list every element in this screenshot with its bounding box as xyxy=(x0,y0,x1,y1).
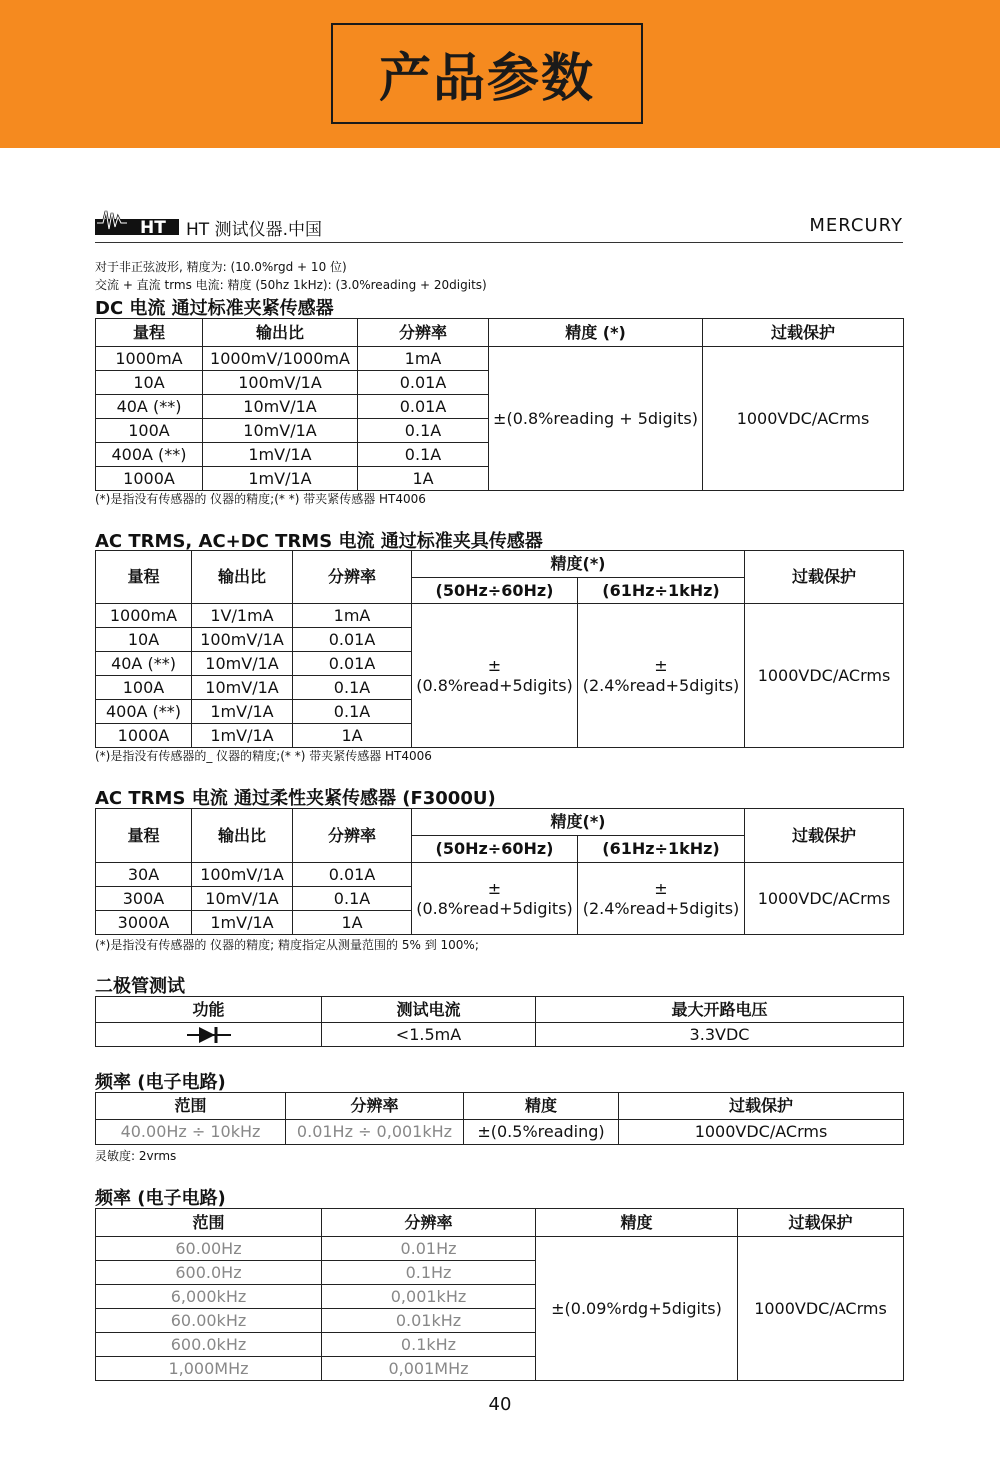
range-cell: 600.0kHz xyxy=(96,1333,322,1357)
table-header: 分辨率 xyxy=(293,551,412,604)
ratio-cell: 1000mV/1000mA xyxy=(203,347,358,371)
diode-table xyxy=(95,996,904,1047)
ratio-cell: 1mV/1A xyxy=(203,443,358,467)
table-header: 精度(*) xyxy=(412,551,745,578)
table-header: 功能 xyxy=(96,997,322,1023)
resolution-cell: 1A xyxy=(293,911,412,935)
table-header: 输出比 xyxy=(192,809,293,863)
resolution-cell: 0.01A xyxy=(358,371,489,395)
range-cell: 30A xyxy=(96,863,192,887)
range-cell: 6,000kHz xyxy=(96,1285,322,1309)
company-name: HT 测试仪器.中国 xyxy=(186,220,322,240)
table-note: (*)是指没有传感器的_ 仪器的精度;(* *) 带夹紧传感器 HT4006 xyxy=(95,749,432,763)
ratio-cell: 100mV/1A xyxy=(192,863,293,887)
frequency-table-1 xyxy=(95,1092,904,1145)
document-header xyxy=(95,205,903,243)
ratio-cell: 1mV/1A xyxy=(192,911,293,935)
top-banner xyxy=(0,0,1000,148)
range-cell: 60.00kHz xyxy=(96,1309,322,1333)
range-cell: 1000A xyxy=(96,467,203,491)
table-header: 最大开路电压 xyxy=(536,997,904,1023)
resolution-cell: 0.1A xyxy=(293,676,412,700)
diode-icon xyxy=(187,1026,231,1044)
table-header: 精度(*) xyxy=(412,809,745,836)
page-number: 40 xyxy=(488,1394,512,1415)
resolution-cell: 0.01A xyxy=(293,628,412,652)
section-title-dc: DC 电流 通过标准夹紧传感器 xyxy=(95,298,334,319)
range-cell: 600.0Hz xyxy=(96,1261,322,1285)
range-cell: 1,000MHz xyxy=(96,1357,322,1381)
resolution-cell: 0.01A xyxy=(358,395,489,419)
logo-text: HT xyxy=(140,218,166,235)
protection-cell: 1000VDC/ACrms xyxy=(745,863,904,935)
section-title-freq1: 频率 (电子电路) xyxy=(95,1072,226,1093)
ratio-cell: 1mV/1A xyxy=(192,700,293,724)
range-cell: 40.00Hz ÷ 10kHz xyxy=(96,1120,286,1145)
note-line: 交流 + 直流 trms 电流: 精度 (50hz 1kHz): (3.0%reading + 20digits) xyxy=(95,278,487,292)
resolution-cell: 0,001kHz xyxy=(322,1285,536,1309)
table-row xyxy=(96,1023,904,1047)
frequency-table-2 xyxy=(95,1208,904,1381)
section-title-ac2: AC TRMS 电流 通过柔性夹紧传感器 (F3000U) xyxy=(95,788,496,809)
ratio-cell: 10mV/1A xyxy=(203,395,358,419)
resolution-cell: 0.1A xyxy=(358,419,489,443)
table-header: 测试电流 xyxy=(322,997,536,1023)
ac-flex-table xyxy=(95,808,904,935)
ratio-cell: 1V/1mA xyxy=(192,604,293,628)
ratio-cell: 100mV/1A xyxy=(203,371,358,395)
ratio-cell: 10mV/1A xyxy=(192,676,293,700)
dc-current-table xyxy=(95,318,904,491)
title-box xyxy=(331,23,643,124)
range-cell: 10A xyxy=(96,628,192,652)
resolution-cell: 0.1kHz xyxy=(322,1333,536,1357)
table-header: 分辨率 xyxy=(286,1093,464,1120)
voltage-cell: 3.3VDC xyxy=(536,1023,904,1047)
section-title-freq2: 频率 (电子电路) xyxy=(95,1188,226,1209)
resolution-cell: 0.01A xyxy=(293,652,412,676)
ratio-cell: 100mV/1A xyxy=(192,628,293,652)
resolution-cell: 0,001MHz xyxy=(322,1357,536,1381)
resolution-cell: 0.01kHz xyxy=(322,1309,536,1333)
resolution-cell: 0.1A xyxy=(293,887,412,911)
resolution-cell: 1A xyxy=(358,467,489,491)
table-header: 分辨率 xyxy=(322,1209,536,1237)
accuracy-cell: ±(0.8%read+5digits) xyxy=(412,604,578,748)
accuracy-cell: ±(0.5%reading) xyxy=(464,1120,619,1145)
resolution-cell: 0.01Hz xyxy=(322,1237,536,1261)
table-header: 输出比 xyxy=(192,551,293,604)
accuracy-cell: ±(2.4%read+5digits) xyxy=(578,604,745,748)
range-cell: 100A xyxy=(96,676,192,700)
table-header: 精度 (*) xyxy=(489,319,703,347)
range-cell: 1000mA xyxy=(96,347,203,371)
range-cell: 400A (**) xyxy=(96,443,203,467)
model-name: MERCURY xyxy=(809,215,903,236)
accuracy-cell: ±(0.8%reading + 5digits) xyxy=(489,347,703,491)
section-title-ac1: AC TRMS, AC+DC TRMS 电流 通过标准夹具传感器 xyxy=(95,531,543,552)
ratio-cell: 10mV/1A xyxy=(192,652,293,676)
note-line: 对于非正弦波形, 精度为: (10.0%rgd + 10 位) xyxy=(95,260,347,274)
table-note: 灵敏度: 2vrms xyxy=(95,1149,177,1163)
current-cell: <1.5mA xyxy=(322,1023,536,1047)
ratio-cell: 1mV/1A xyxy=(192,724,293,748)
table-header: 范围 xyxy=(96,1209,322,1237)
accuracy-cell: ±(2.4%read+5digits) xyxy=(578,863,745,935)
protection-cell: 1000VDC/ACrms xyxy=(703,347,904,491)
table-row xyxy=(96,347,904,371)
ratio-cell: 10mV/1A xyxy=(192,887,293,911)
table-subheader: (50Hz÷60Hz) xyxy=(412,836,578,863)
range-cell: 40A (**) xyxy=(96,652,192,676)
table-header: 过载保护 xyxy=(745,551,904,604)
resolution-cell: 0.01A xyxy=(293,863,412,887)
resolution-cell: 0.1A xyxy=(358,443,489,467)
ht-logo xyxy=(95,207,179,235)
table-header: 过载保护 xyxy=(703,319,904,347)
table-header: 量程 xyxy=(96,809,192,863)
table-header: 过载保护 xyxy=(738,1209,904,1237)
range-cell: 1000mA xyxy=(96,604,192,628)
accuracy-cell: ±(0.09%rdg+5digits) xyxy=(536,1237,738,1381)
resolution-cell: 0.1Hz xyxy=(322,1261,536,1285)
ratio-cell: 10mV/1A xyxy=(203,419,358,443)
range-cell: 10A xyxy=(96,371,203,395)
table-row xyxy=(96,604,904,628)
table-header: 过载保护 xyxy=(745,809,904,863)
protection-cell: 1000VDC/ACrms xyxy=(738,1237,904,1381)
table-header: 量程 xyxy=(96,319,203,347)
range-cell: 300A xyxy=(96,887,192,911)
section-title-diode: 二极管测试 xyxy=(95,976,185,997)
table-header: 范围 xyxy=(96,1093,286,1120)
table-header: 分辨率 xyxy=(293,809,412,863)
range-cell: 40A (**) xyxy=(96,395,203,419)
range-cell: 60.00Hz xyxy=(96,1237,322,1261)
table-row xyxy=(96,1120,904,1145)
resolution-cell: 1A xyxy=(293,724,412,748)
range-cell: 1000A xyxy=(96,724,192,748)
resolution-cell: 0.01Hz ÷ 0,001kHz xyxy=(286,1120,464,1145)
accuracy-cell: ±(0.8%read+5digits) xyxy=(412,863,578,935)
resolution-cell: 1mA xyxy=(358,347,489,371)
range-cell: 100A xyxy=(96,419,203,443)
function-cell xyxy=(96,1023,322,1047)
resolution-cell: 0.1A xyxy=(293,700,412,724)
table-header: 分辨率 xyxy=(358,319,489,347)
resolution-cell: 1mA xyxy=(293,604,412,628)
protection-cell: 1000VDC/ACrms xyxy=(619,1120,904,1145)
table-header: 过载保护 xyxy=(619,1093,904,1120)
table-subheader: (50Hz÷60Hz) xyxy=(412,578,578,604)
table-subheader: (61Hz÷1kHz) xyxy=(578,836,745,863)
table-note: (*)是指没有传感器的 仪器的精度;(* *) 带夹紧传感器 HT4006 xyxy=(95,492,426,506)
table-header: 精度 xyxy=(464,1093,619,1120)
table-row xyxy=(96,1237,904,1261)
table-header: 量程 xyxy=(96,551,192,604)
protection-cell: 1000VDC/ACrms xyxy=(745,604,904,748)
table-subheader: (61Hz÷1kHz) xyxy=(578,578,745,604)
range-cell: 3000A xyxy=(96,911,192,935)
table-header: 输出比 xyxy=(203,319,358,347)
table-header: 精度 xyxy=(536,1209,738,1237)
ratio-cell: 1mV/1A xyxy=(203,467,358,491)
table-row xyxy=(96,863,904,887)
table-note: (*)是指没有传感器的 仪器的精度; 精度指定从测量范围的 5% 到 100%; xyxy=(95,938,479,952)
page-title: 产品参数 xyxy=(378,49,595,109)
range-cell: 400A (**) xyxy=(96,700,192,724)
ac-current-table xyxy=(95,550,904,748)
